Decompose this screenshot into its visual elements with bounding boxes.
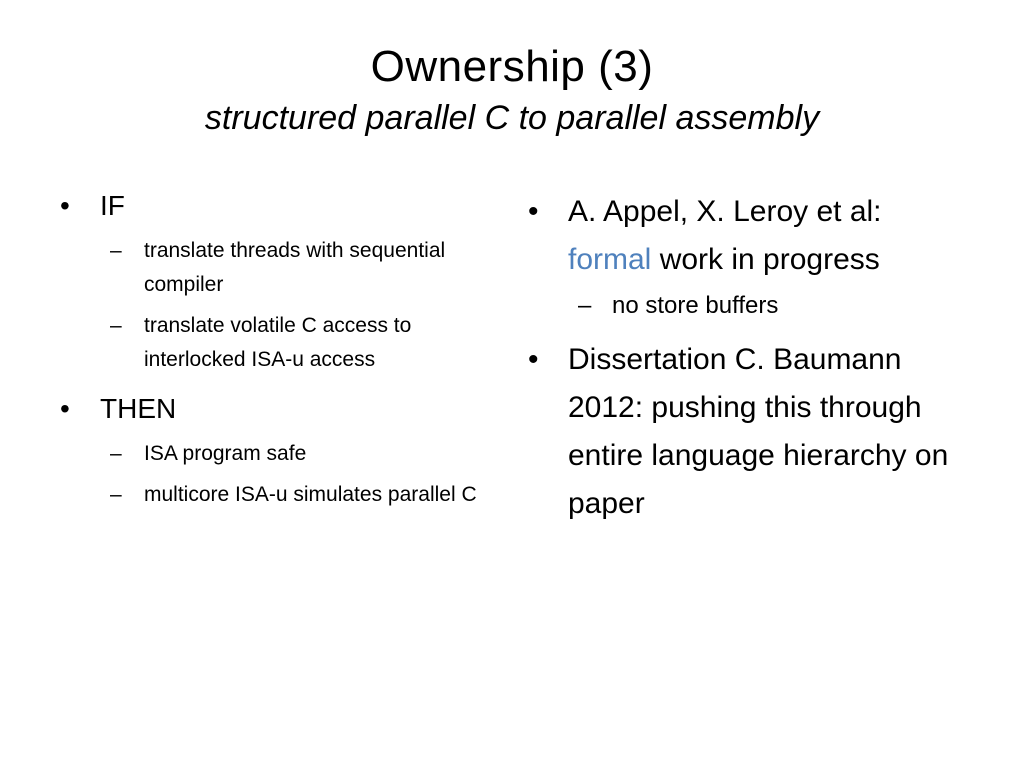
sub-bullet-text: translate threads with sequential compiler — [144, 239, 446, 296]
sub-bullet-item — [100, 234, 480, 302]
sub-bullet-text: multicore ISA-u simulates parallel C — [144, 483, 477, 506]
bullet-item-dissertation — [528, 336, 974, 528]
right-column — [528, 188, 974, 530]
dash-icon: – — [578, 292, 592, 319]
sub-list-appel-leroy — [528, 288, 974, 324]
bullet-icon: • — [60, 393, 70, 424]
slide-subtitle: structured parallel C to parallel assembly — [204, 99, 820, 137]
bullet-text: THEN — [100, 393, 177, 424]
sub-bullet-item — [568, 288, 974, 324]
slide-title-block — [0, 38, 1024, 140]
bullet-icon: • — [528, 195, 539, 228]
bullet-item-then — [60, 391, 480, 427]
dash-icon: – — [110, 314, 122, 337]
bullet-text-line1: A. Appel, X. Leroy et al: — [568, 195, 882, 228]
highlight-text-formal: formal — [568, 243, 652, 276]
sub-bullet-item — [100, 437, 480, 471]
slide-title: Ownership (3) — [370, 42, 654, 91]
left-column — [60, 188, 480, 526]
sub-bullet-text: ISA program safe — [144, 442, 307, 465]
dash-icon: – — [110, 483, 122, 506]
dash-icon: – — [110, 239, 122, 262]
bullet-text: IF — [100, 190, 125, 221]
sub-bullet-text: no store buffers — [612, 292, 779, 319]
sub-list-if — [60, 234, 480, 377]
sub-bullet-text: translate volatile C access to interlocked ISA-u access — [144, 314, 412, 371]
bullet-item-if — [60, 188, 480, 224]
bullet-item-appel-leroy — [528, 188, 974, 284]
bullet-icon: • — [528, 343, 539, 376]
bullet-text: Dissertation C. Baumann 2012: pushing this through entire language hierarchy on paper — [568, 343, 949, 520]
sub-bullet-item — [100, 478, 480, 512]
dash-icon: – — [110, 442, 122, 465]
sub-list-then — [60, 437, 480, 512]
bullet-text-rest: work in progress — [651, 243, 880, 276]
bullet-icon: • — [60, 190, 70, 221]
sub-bullet-item — [100, 309, 480, 377]
